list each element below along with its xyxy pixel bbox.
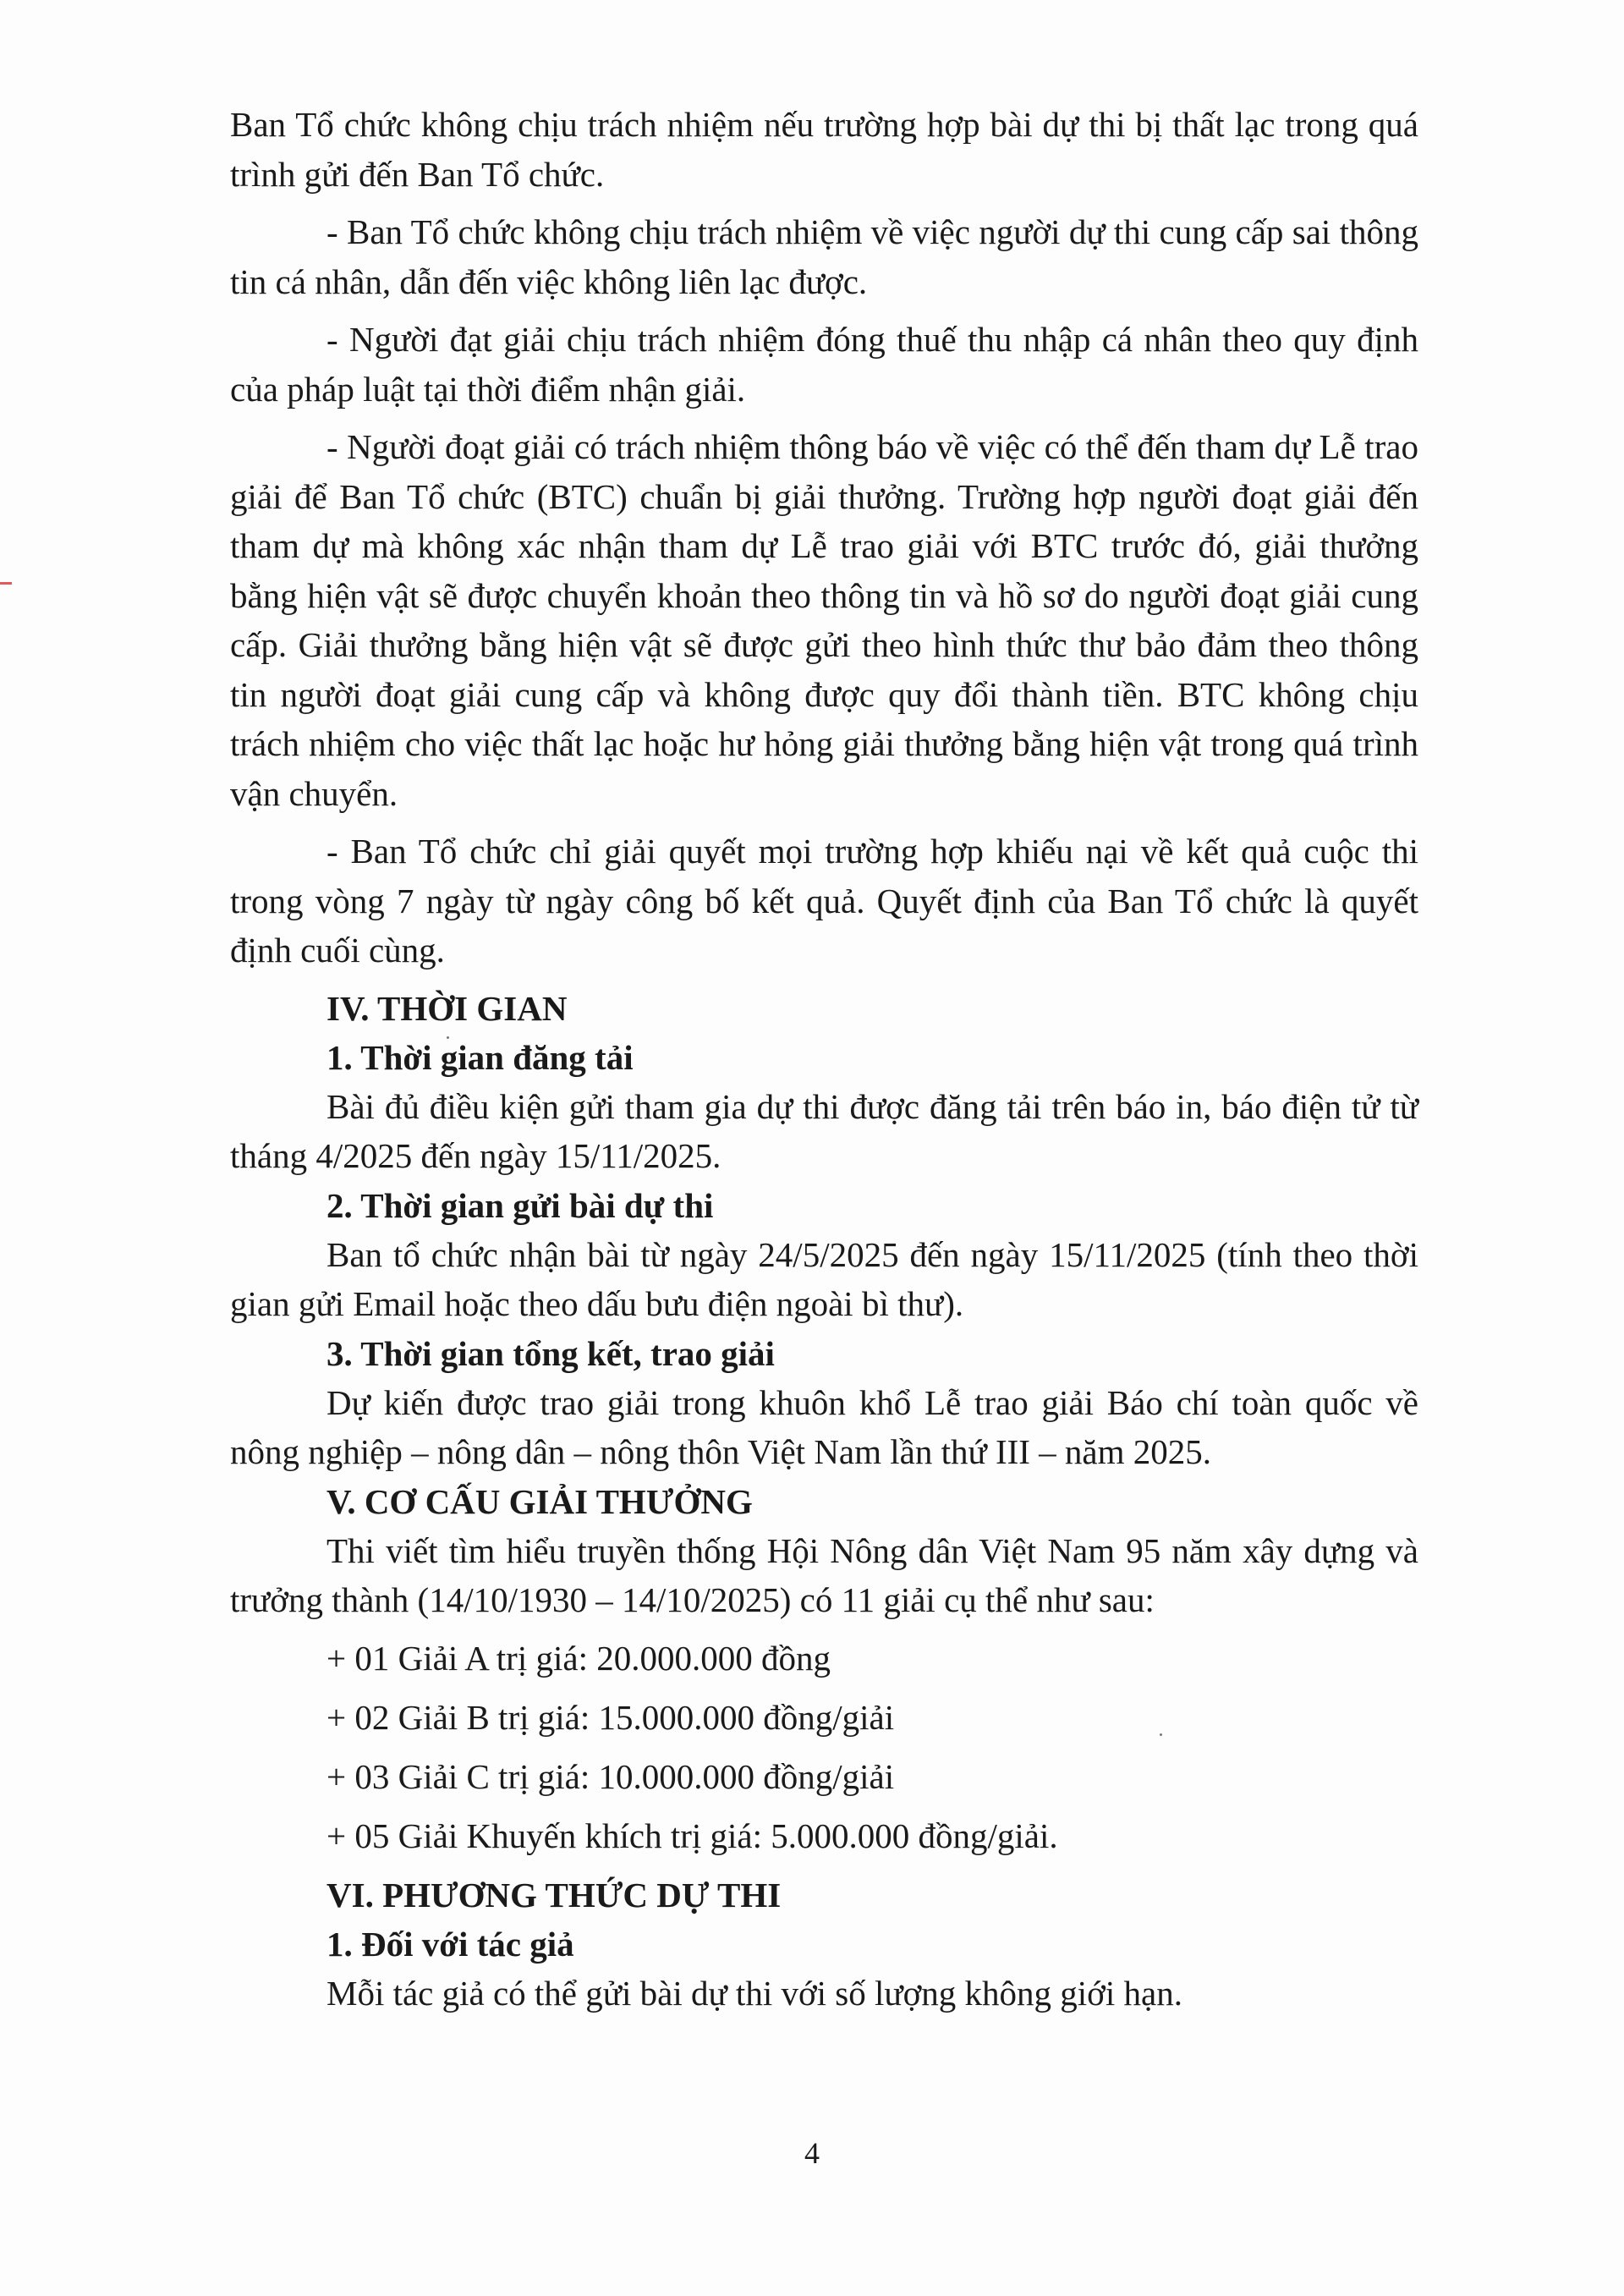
section-iv-sub1-title: 1. Thời gian đăng tải [326,1037,634,1077]
scan-edge-mark [0,582,12,585]
section-v-title: V. CƠ CẤU GIẢI THƯỞNG [326,1481,753,1521]
prize-item-a: + 01 Giải A trị giá: 20.000.000 đồng [326,1638,831,1678]
section-vi-sub1-text: Mỗi tác giả có thể gửi bài dự thi với số lượng không giới hạn. [326,1973,1182,2013]
paragraph-award-attendance: - Người đoạt giải có trách nhiệm thông báo về việc có thể đến tham dự Lễ trao giải để Ban Tổ chức (BTC) chuẩn bị giải thưởng. Trường hợp người đoạt giải đến tham dự mà không xác nhận tham dự Lễ trao giải với BTC trước đó, giải thưởng bằng hiện vật sẽ được chuyển khoản theo thông tin và hồ sơ do người đoạt giải cung cấp. Giải thưởng bằng hiện vật sẽ được gửi theo hình thức thư bảo đảm theo thông tin người đoạt giải cung cấp và không được quy đổi thành tiền. BTC không chịu trách nhiệm cho việc thất lạc hoặc hư hỏng giải thưởng bằng hiện vật trong quá trình vận chuyển. [230,427,1418,813]
paragraph-organizer-loss: Ban Tổ chức không chịu trách nhiệm nếu trường hợp bài dự thi bị thất lạc trong quá trình gửi đến Ban Tổ chức. [230,105,1418,194]
paragraph-income-tax: - Người đạt giải chịu trách nhiệm đóng thuế thu nhập cá nhân theo quy định của pháp luật tại thời điểm nhận giải. [230,320,1418,409]
section-vi-title: VI. PHƯƠNG THỨC DỰ THI [326,1875,782,1914]
section-iv-title: IV. THỜI GIAN [326,988,568,1028]
section-vi-sub1-title: 1. Đối với tác giả [326,1924,574,1964]
prize-item-c: + 03 Giải C trị giá: 10.000.000 đồng/giải [326,1756,895,1796]
section-iv-sub3-title: 3. Thời gian tổng kết, trao giải [326,1333,775,1373]
document-page [230,100,1418,2018]
section-v-intro: Thi viết tìm hiểu truyền thống Hội Nông dân Việt Nam 95 năm xây dựng và trưởng thành (14/10/1930 – 14/10/2025) có 11 giải cụ thể như sau: [230,1530,1418,1619]
prize-item-b: + 02 Giải B trị giá: 15.000.000 đồng/giải [326,1697,895,1737]
paragraph-complaints: - Ban Tổ chức chỉ giải quyết mọi trường hợp khiếu nại về kết quả cuộc thi trong vòng 7 ngày từ ngày công bố kết quả. Quyết định của Ban Tổ chức là quyết định cuối cùng. [230,832,1418,969]
section-iv-sub3-text: Dự kiến được trao giải trong khuôn khổ Lễ trao giải Báo chí toàn quốc về nông nghiệp – nông dân – nông thôn Việt Nam lần thứ III – năm 2025. [230,1382,1418,1471]
section-iv-sub1-text: Bài đủ điều kiện gửi tham gia dự thi được đăng tải trên báo in, báo điện tử từ tháng 4/2025 đến ngày 15/11/2025. [230,1086,1418,1175]
prize-item-encouragement: + 05 Giải Khuyến khích trị giá: 5.000.000 đồng/giải. [326,1815,1058,1855]
paragraph-wrong-info: - Ban Tổ chức không chịu trách nhiệm về việc người dự thi cung cấp sai thông tin cá nhân, dẫn đến việc không liên lạc được. [230,212,1418,301]
page-number: 4 [804,2136,820,2170]
section-iv-sub2-text: Ban tổ chức nhận bài từ ngày 24/5/2025 đến ngày 15/11/2025 (tính theo thời gian gửi Email hoặc theo dấu bưu điện ngoài bì thư). [230,1234,1418,1323]
section-iv-sub2-title: 2. Thời gian gửi bài dự thi [326,1185,714,1225]
